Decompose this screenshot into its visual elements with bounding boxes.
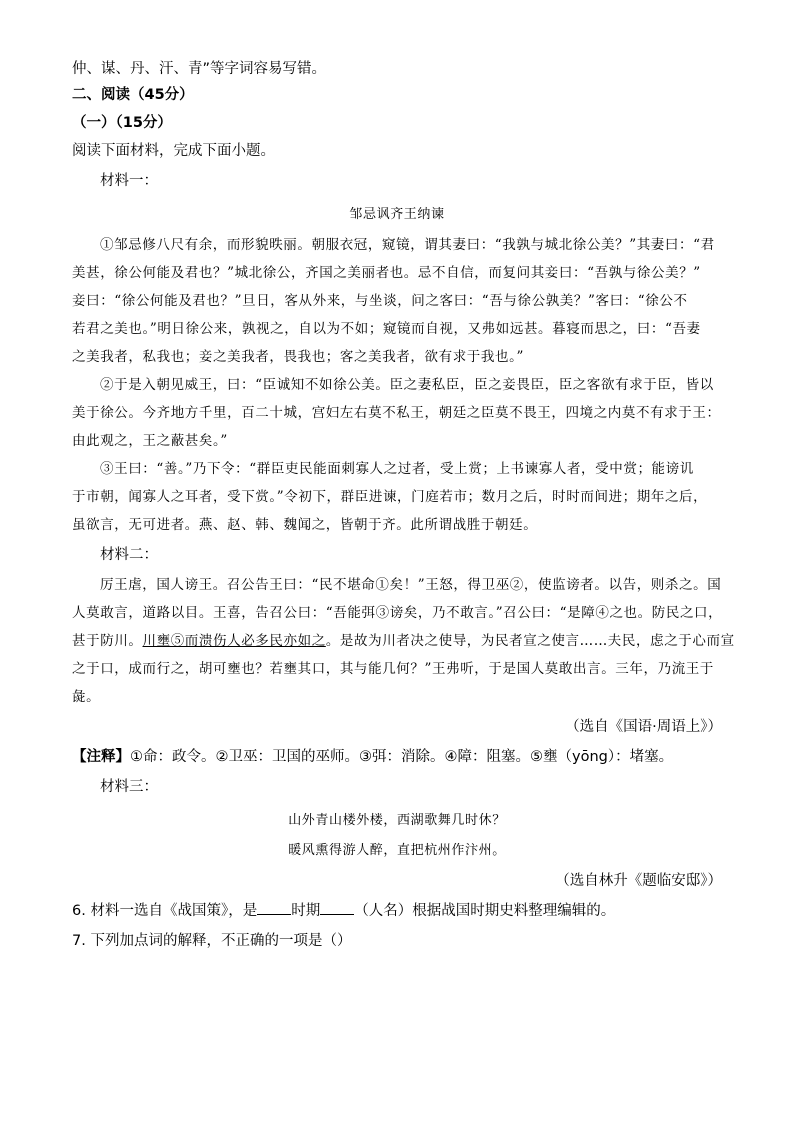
poem	[72, 810, 722, 870]
material2-line: 彘。	[72, 689, 101, 705]
answer-blank[interactable]	[320, 900, 354, 915]
material2-text: 甚于防川。	[72, 633, 143, 649]
intro-line: 仲、谋、丹、汗、青”等字词容易写错。	[72, 61, 327, 77]
material2-text: 。是故为川者决之使导，为民者宣之使言……夫民，虑之于心而宣	[325, 633, 735, 649]
sub-title: （一）（15分）	[72, 115, 172, 131]
material2-body	[72, 574, 735, 716]
material1-line: 于市朝，闻寡人之耳者，受下赏。”令初下，群臣进谏，门庭若市；数月之后，时时而间进；期年之后，	[72, 489, 708, 505]
poem-line: 山外青山楼外楼，西湖歌舞几时休？	[288, 813, 506, 828]
notes-text: ①命：政令。②卫巫：卫国的巫师。③弭：消除。④障：阻塞。⑤壅（yōng）：堵塞。	[130, 749, 674, 765]
material1-line: 美甚，徐公何能及君也？”城北徐公，齐国之美丽者也。忌不自信，而复问其妾曰：“吾孰与徐公美？”	[72, 265, 701, 281]
material1-line: ②于是入朝见威王，曰：“臣诚知不如徐公美。臣之妻私臣，臣之妾畏臣，臣之客欲有求于臣，皆以	[100, 377, 714, 393]
material2-line: 厉王虐，国人谤王。召公告王曰：“民不堪命①矣！”王怒，得卫巫②，使监谤者。以告，则杀之。国	[100, 577, 722, 593]
material1-line: 美于徐公。今齐地方千里，百二十城，宫妇左右莫不私王，朝廷之臣莫不畏王，四境之内莫不有求于王：	[72, 405, 721, 421]
material1-line: 虽欲言，无可进者。燕、赵、韩、魏闻之，皆朝于齐。此所谓战胜于朝廷。	[72, 517, 538, 533]
material1-line: 之美我者，私我也；妾之美我者，畏我也；客之美我者，欲有求于我也。”	[72, 349, 524, 365]
material1-line: ①邹忌修八尺有余，而形貌昳丽。朝服衣冠，窥镜，谓其妻曰：“我孰与城北徐公美？”其妻曰：“君	[100, 237, 715, 253]
material2-line: 之于口，成而行之，胡可壅也？若壅其口，其与能几何？”王弗听，于是国人莫敢出言。三年，乃流王于	[72, 661, 714, 677]
material1-title: 邹忌讽齐王纳谏	[349, 207, 445, 222]
notes	[72, 746, 722, 776]
poem-line: 暖风熏得游人醉，直把杭州作汴州。	[288, 843, 506, 858]
notes-label: 【注释】	[72, 749, 130, 765]
question-6	[72, 900, 722, 930]
section-title: 二、阅读（45分）	[72, 87, 194, 103]
material1-line: 妾曰：“徐公何能及君也？”旦日，客从外来，与坐谈，问之客曰：“吾与徐公孰美？”客曰：“徐公不	[72, 293, 688, 309]
question-7: 7. 下列加点词的解释，不正确的一项是（）	[72, 933, 352, 949]
material1-body	[72, 234, 722, 544]
material2-line	[72, 630, 735, 658]
material2-line: 人莫敢言，道路以目。王喜，告召公曰：“吾能弭③谤矣，乃不敢言。”召公曰：“是障④之也。防民之口，	[72, 605, 723, 621]
material2-source: （选自《国语·周语上》）	[565, 719, 722, 735]
material1-line: 由此观之，王之蔽甚矣。”	[72, 433, 228, 449]
underlined-sentence: 川壅⑤而溃伤人必多民亦如之	[142, 633, 326, 649]
answer-blank[interactable]	[257, 900, 291, 915]
material1-label: 材料一：	[100, 173, 158, 189]
question-6-text: 6. 材料一选自《战国策》，是	[72, 903, 258, 919]
instruction: 阅读下面材料，完成下面小题。	[72, 143, 275, 159]
document-page	[72, 58, 735, 960]
question-6-text: （人名）根据战国时期史料整理编辑的。	[354, 903, 616, 919]
question-6-text: 时期	[291, 903, 321, 919]
material1-line: ③王曰：“善。”乃下令：“群臣吏民能面刺寡人之过者，受上赏；上书谏寡人者，受中赏；能谤讥	[100, 461, 694, 477]
material1-line: 若君之美也。”明日徐公来，孰视之，自以为不如；窥镜而自视，又弗如远甚。暮寝而思之，曰：“吾妻	[72, 321, 701, 337]
material3-source: （选自林升《题临安邸》）	[555, 873, 722, 889]
material3-label: 材料三：	[100, 779, 158, 795]
material2-label: 材料二：	[100, 547, 158, 563]
